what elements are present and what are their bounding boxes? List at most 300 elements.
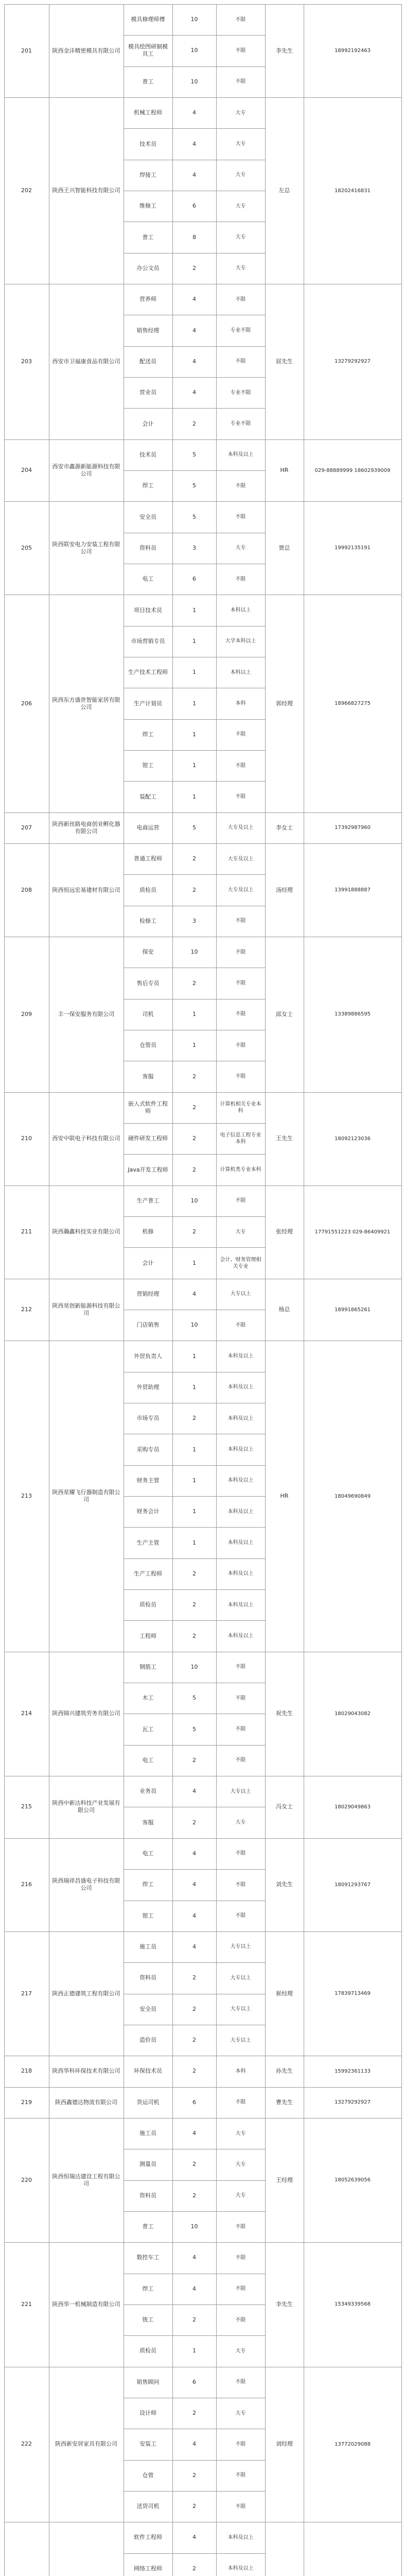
company-name: 陕西王兴智能科技有限公司 [52,187,120,194]
education-requirement: 不限 [235,794,246,800]
job-title: 设计师 [139,2410,156,2417]
contact-person: 刘经理 [276,2441,293,2448]
job-title: 瓦工 [142,1725,154,1733]
headcount: 6 [192,2378,196,2385]
contact-person: 张经理 [276,1228,293,1235]
job-title: 电工 [142,575,154,583]
contact-phone: 18029049863 [335,1804,371,1810]
row-number: 201 [21,47,32,54]
headcount: 2 [192,2410,196,2417]
education-requirement: 大专 [235,545,246,551]
row-number: 214 [21,1710,32,1717]
job-title: 环保技术员 [134,2067,162,2075]
education-requirement: 不限 [235,762,246,769]
company-name: 陕西星耀飞行器制造有限公司 [52,1489,120,1503]
job-title: 保安 [142,948,154,956]
job-title: 会计 [142,420,154,427]
education-requirement: 大专以上 [230,1944,251,1950]
education-requirement: 不限 [235,2379,246,2385]
job-title: 施工员 [139,2130,156,2137]
education-requirement: 大专 [235,1229,246,1235]
contact-phone: 18202416831 [335,188,371,194]
job-title: 电工 [142,1850,154,1857]
headcount: 5 [192,1694,196,1702]
education-requirement: 专业不限 [230,328,251,334]
job-title: 嵌入式软件工程师 [128,1100,168,1114]
job-title: 市场营销专员 [131,637,165,645]
headcount: 1 [192,1446,196,1453]
headcount: 4 [192,2285,196,2292]
company-name: 陕西联安电力安装工程有限公司 [52,540,120,555]
headcount: 1 [192,637,196,645]
contact-person: 曹先生 [276,2098,293,2106]
job-title: 安全员 [139,2005,156,2012]
education-requirement: 不限 [235,359,246,365]
job-title: 营业员 [139,389,156,396]
education-requirement: 不限 [235,2099,246,2106]
row-number: 219 [21,2098,32,2106]
contact-person: 王经理 [276,2176,293,2183]
job-title: 钢筋工 [139,1663,156,1670]
contact-person: 李先生 [276,47,293,54]
job-title: 安全员 [139,513,156,520]
education-requirement: 不限 [235,1726,246,1733]
job-title: 焊工 [142,482,154,489]
contact-phone: 13279292927 [335,359,371,365]
headcount: 2 [192,1570,196,1577]
contact-phone: 18092123036 [335,1136,371,1142]
job-title: 技术员 [139,451,156,458]
contact-person: 李先生 [276,2300,293,2308]
education-requirement: 大专以上 [230,2037,251,2043]
education-requirement: 本科及以上 [227,1540,254,1546]
education-requirement: 大专 [235,2193,246,2199]
education-requirement: 不限 [235,1322,246,1328]
job-title: 普工 [142,233,154,241]
headcount: 1 [192,1539,196,1546]
education-requirement: 本科以上 [230,607,251,614]
education-requirement: 专业不限 [230,389,251,396]
job-title: 销售顾问 [136,2378,160,2385]
row-number: 217 [21,1990,32,1997]
row-number: 202 [21,187,32,194]
company-name: 陕西新安居家具有限公司 [55,2441,117,2448]
education-requirement: 大专 [235,110,246,116]
headcount: 2 [192,1756,196,1764]
company-name: 陕西华科环保技术有限公司 [52,2067,120,2075]
headcount: 4 [192,1912,196,1919]
company-name: 西安市卫福康食品有限公司 [52,358,120,365]
job-title: 技术员 [139,140,156,147]
education-requirement: 大专 [235,1820,246,1826]
headcount: 2 [192,2192,196,2199]
company-name: 陕西锦兴建筑劳务有限公司 [52,1710,120,1717]
education-requirement: 不限 [235,1913,246,1919]
education-requirement: 不限 [235,1074,246,1080]
headcount: 4 [192,2441,196,2448]
contact-person: 王先生 [276,1135,293,1142]
headcount: 2 [192,1228,196,1235]
education-requirement: 不限 [235,2441,246,2447]
row-number: 207 [21,824,32,831]
education-requirement: 大专 [235,2348,246,2354]
contact-phone: 13279292927 [335,2099,371,2106]
education-requirement: 不限 [235,949,246,955]
headcount: 1 [192,731,196,738]
headcount: 2 [192,2471,196,2479]
job-title: 装配工 [139,793,156,800]
headcount: 10 [190,47,198,54]
headcount: 1 [192,1352,196,1360]
education-requirement: 不限 [235,514,246,520]
job-title: 送货司机 [136,2503,160,2510]
headcount: 2 [192,2067,196,2075]
headcount: 5 [192,482,196,489]
row-number: 208 [21,886,32,893]
job-title: 市场专员 [136,1415,160,1422]
headcount: 1 [192,700,196,707]
job-title: 仓管员 [139,1042,156,1049]
contact-phone: 15992361133 [335,2068,371,2074]
job-title: 电工 [142,1756,154,1764]
job-title: 生产计划员 [134,700,162,707]
company-name: 陕西东方盛世智能家居有限公司 [52,696,120,710]
headcount: 4 [192,1788,196,1795]
company-name: 陕西金沣精密模具有限公司 [52,47,120,54]
row-number [4,2522,49,2576]
contact-phone: 029-88889999 18602939009 [314,467,391,473]
company-name: 西安市鑫源新能源科技有限公司 [52,463,120,478]
headcount: 2 [192,1073,196,1080]
job-title: 模具绘图研制模具工 [128,43,168,58]
headcount: 1 [192,1383,196,1391]
headcount: 4 [192,109,196,116]
headcount: 4 [192,1290,196,1297]
company-name: 陕西恒瑞达建设工程有限公司 [52,2173,120,2187]
row-number: 211 [21,1228,32,1235]
headcount: 6 [192,575,196,583]
education-requirement: 大专以上 [230,1788,251,1794]
company-name: 陕西瑞祥昌盛电子科技有限公司 [52,1877,120,1892]
job-title: 普通工程师 [134,855,162,862]
education-requirement: 本科 [235,2068,246,2074]
education-requirement: 大专 [235,2130,246,2137]
education-requirement: 大专 [235,172,246,178]
education-requirement: 大专以上 [230,2006,251,2012]
education-requirement: 大专 [235,141,246,147]
job-title: 客服 [142,1073,154,1080]
headcount: 2 [192,264,196,272]
headcount: 2 [192,1166,196,1173]
contact-phone: 13991888887 [335,887,371,893]
headcount: 2 [192,2037,196,2043]
education-requirement: 不限 [235,16,246,23]
headcount: 6 [192,202,196,210]
education-requirement: 不限 [235,1882,246,1888]
contact-person: 邱女士 [276,1010,293,1018]
row-number: 205 [21,544,32,551]
education-requirement: 本科 [235,701,246,707]
job-title: 数控车工 [136,2254,160,2261]
education-requirement: 不限 [235,1695,246,1701]
education-requirement: 不限 [235,2317,246,2323]
job-title: 办公文员 [136,264,160,272]
row-number: 215 [21,1803,32,1810]
education-requirement: 会计、财务管理相关专业 [220,1257,261,1269]
headcount: 5 [192,1725,196,1733]
education-requirement: 不限 [235,2503,246,2510]
job-title: 外贸负责人 [134,1352,162,1360]
headcount: 2 [192,1974,196,1981]
company-name: 陕西华一机械制造有限公司 [52,2300,120,2308]
education-requirement: 大专 [235,265,246,272]
headcount: 4 [192,171,196,178]
company-name: 陕西新丝路电商创业孵化器有限公司 [52,820,120,835]
education-requirement: 不限 [235,483,246,489]
headcount: 10 [190,2223,198,2230]
company-name: 陕西正德建筑工程有限公司 [52,1990,120,1997]
job-title: 销售经理 [136,327,160,334]
education-requirement: 本科及以上 [227,1509,254,1515]
job-title: 仓管 [142,2471,154,2479]
headcount: 2 [192,1632,196,1639]
contact-phone: 18991865261 [335,1307,371,1313]
headcount: 1 [192,1477,196,1484]
headcount: 4 [192,389,196,396]
company-name [49,2522,124,2576]
headcount: 4 [192,1881,196,1888]
job-title: 会计 [142,1259,154,1266]
contact-phone: 15349339568 [335,2301,371,2308]
row-number: 210 [21,1135,32,1142]
education-requirement: 不限 [235,576,246,582]
job-title: 质检员 [139,1601,156,1608]
job-title: 网络工程师 [134,2565,162,2572]
contact-phone: 18052639056 [335,2177,371,2183]
education-requirement: 大专以上 [230,1975,251,1981]
education-requirement: 本科及以上 [227,2566,254,2572]
headcount: 8 [192,233,196,241]
headcount: 2 [192,420,196,427]
education-requirement: 不限 [235,1851,246,1857]
education-requirement: 本科及以上 [227,1415,254,1421]
education-requirement: 大专及以上 [227,825,254,831]
headcount: 2 [192,979,196,987]
contact-person: 刘先生 [276,1881,293,1888]
contact-person: 左总 [278,187,290,194]
job-title: 采购专员 [136,1446,160,1453]
job-title: 机修 [142,1228,154,1235]
job-title: 营养师 [139,296,156,303]
contact-person: 祝先生 [276,1710,293,1717]
contact-phone: 17392987960 [335,825,371,831]
contact-person [265,2522,304,2576]
headcount: 10 [190,948,198,956]
education-requirement: 大学本科以上 [225,638,256,645]
contact-phone: 13389886595 [335,1011,371,1018]
education-requirement: 本科及以上 [227,1447,254,1453]
job-title: 钳工 [142,762,154,769]
contact-person: 李女士 [276,824,293,831]
education-requirement: 本科及以上 [227,1478,254,1484]
headcount: 4 [192,2534,196,2541]
job-title: 焊接工 [139,171,156,178]
job-title: 资料员 [139,1974,156,1981]
row-number: 216 [21,1881,32,1888]
education-requirement: 不限 [235,2286,246,2292]
row-number: 203 [21,358,32,365]
job-title: 外贸助理 [136,1383,160,1391]
education-requirement: 不限 [235,2224,246,2230]
headcount: 1 [192,762,196,769]
company-name: 陕西昊创新能源科技有限公司 [52,1302,120,1317]
row-number: 218 [21,2067,32,2075]
education-requirement: 本科以上 [230,669,251,675]
job-title: 工程师 [139,1632,156,1639]
education-requirement: 本科及以上 [227,1384,254,1391]
job-title: 营销经理 [136,1290,160,1297]
headcount: 1 [192,606,196,614]
contact-person: 汤经理 [276,886,293,893]
headcount: 4 [192,1943,196,1950]
job-title: 木工 [142,1694,154,1702]
job-title: 普工 [142,2223,154,2230]
company-name: 陕西瀚鑫科技实业有限公司 [52,1228,120,1235]
headcount: 1 [192,1042,196,1049]
education-requirement: 本科及以上 [227,1353,254,1360]
education-requirement: 不限 [235,47,246,54]
job-title: 财务会计 [136,1508,160,1515]
company-name: 陕西鑫德达物流有限公司 [55,2098,117,2106]
headcount: 1 [192,2347,196,2354]
job-title: 生产技术工程师 [128,669,168,676]
row-number: 209 [21,1010,32,1018]
company-name: 西安中联电子科技有限公司 [52,1135,120,1142]
contact-person: HR [280,467,289,474]
job-title: 货运司机 [136,2098,160,2106]
job-title: 铣工 [142,2316,154,2324]
education-requirement: 专业不限 [230,421,251,427]
job-title: 售后专员 [136,979,160,987]
job-title: 测量员 [139,2161,156,2168]
headcount: 2 [192,1415,196,1422]
headcount: 10 [190,1663,198,1670]
headcount: 2 [192,2161,196,2168]
headcount: 2 [192,886,196,893]
headcount: 2 [192,2565,196,2572]
contact-phone: 18029043082 [335,1710,371,1717]
education-requirement: 大专及以上 [227,856,254,862]
job-title: 机械工程师 [134,109,162,116]
education-requirement: 大专 [235,2161,246,2167]
headcount: 4 [192,1850,196,1857]
job-title: 门店销售 [136,1321,160,1329]
education-requirement: 本科及以上 [227,2534,254,2540]
education-requirement: 不限 [235,1198,246,1204]
education-requirement: 大专以上 [230,1291,251,1297]
education-requirement: 不限 [235,918,246,924]
job-title: 业务员 [139,1788,156,1795]
job-title: 钳工 [142,1912,154,1919]
headcount: 5 [192,824,196,831]
contact-person: HR [280,1493,289,1500]
education-requirement: 本科及以上 [227,1571,254,1577]
contact-phone: 19992135191 [335,545,371,551]
contact-phone: 18091293767 [335,1882,371,1888]
contact-person: 屈先生 [276,358,293,365]
headcount: 1 [192,1259,196,1266]
headcount: 4 [192,296,196,303]
headcount: 4 [192,327,196,334]
headcount: 10 [190,1197,198,1204]
education-requirement: 不限 [235,79,246,85]
job-title: 生产普工 [136,1197,160,1204]
headcount: 5 [192,451,196,458]
headcount: 2 [192,2005,196,2012]
job-title: 配送员 [139,358,156,365]
company-name: 陕西恒远宏基建材有限公司 [52,886,120,893]
contact-phone: 18966827275 [335,701,371,707]
education-requirement: 不限 [235,2472,246,2479]
contact-person: 崔经理 [276,1990,293,1997]
job-title: 电商运营 [136,824,160,831]
headcount: 2 [192,1104,196,1111]
row-number: 206 [21,700,32,707]
headcount: 2 [192,2316,196,2324]
contact-person: 杨总 [278,1306,290,1313]
job-title: 模具修理师傅 [131,16,165,23]
headcount: 5 [192,513,196,520]
education-requirement: 大专 [235,2410,246,2416]
education-requirement: 本科及以上 [227,1602,254,1608]
job-title: 软件工程师 [134,2534,162,2541]
job-title: 维修工 [139,202,156,210]
job-title: 资料员 [139,2192,156,2199]
job-title: 焊工 [142,2285,154,2292]
contact-person: 贾总 [278,544,290,551]
job-title: 施工员 [139,1943,156,1950]
job-title: 客服 [142,1819,154,1826]
education-requirement: 大专及以上 [227,887,254,893]
headcount: 6 [192,2098,196,2106]
job-title: 司机 [142,1010,154,1018]
job-title: 焊工 [142,731,154,738]
job-title: 焊工 [142,1881,154,1888]
contact-phone: 18049690849 [335,1493,371,1499]
education-requirement: 不限 [235,2255,246,2261]
education-requirement: 本科及以上 [227,1633,254,1639]
job-title: Java开发工程师 [128,1166,168,1173]
row-number: 212 [21,1306,32,1313]
education-requirement: 电子信息工程专业本科 [220,1132,261,1145]
education-requirement: 不限 [235,296,246,302]
headcount: 2 [192,1135,196,1142]
row-number: 220 [21,2176,32,2183]
education-requirement: 计算机类专业本科 [220,1167,261,1173]
headcount: 4 [192,2130,196,2137]
job-title: 项目技术员 [134,606,162,614]
education-requirement: 不限 [235,1757,246,1764]
job-title: 资料员 [139,544,156,551]
contact-person: 郭经理 [276,700,293,707]
headcount: 3 [192,917,196,924]
headcount: 4 [192,358,196,365]
job-title: 生产工程师 [134,1570,162,1577]
headcount: 1 [192,1508,196,1515]
headcount: 4 [192,2254,196,2261]
education-requirement: 大专 [235,234,246,240]
education-requirement: 不限 [235,1011,246,1018]
